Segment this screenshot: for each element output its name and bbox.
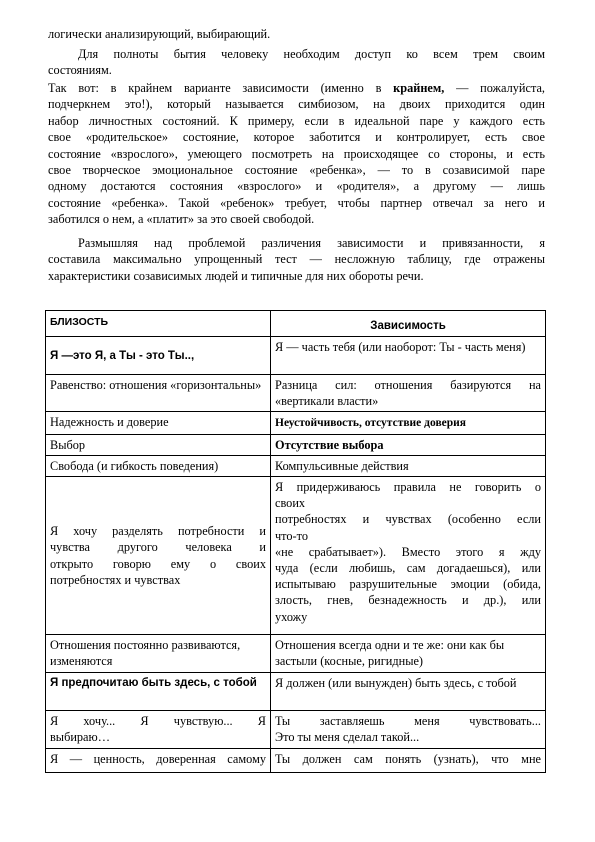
- cell-line: Ты должен сам понять (узнать), что мне: [275, 752, 541, 767]
- table-cell-left: [46, 711, 271, 749]
- text-line: [48, 80, 545, 96]
- table-row: [46, 749, 546, 773]
- text-line: свое творческое эмоциональное состояние «ребенка», — то в созависимой паре: [48, 163, 545, 178]
- header-dependence: [271, 311, 546, 337]
- table-cell-right: Отношения всегда одни и те же: они как бы застыли (косные, ригидные): [271, 635, 546, 673]
- header-dependence-label: Зависимость: [370, 319, 446, 332]
- cell-line: чуда (если любишь, сам догадаешься), или: [275, 561, 541, 576]
- table-row: [46, 375, 546, 412]
- cell-line: выбираю…: [50, 730, 110, 745]
- table-cell-left: Равенство: отношения «горизонтальны»: [46, 375, 271, 412]
- table-cell-left: Выбор: [46, 434, 271, 455]
- table-header-row: [46, 311, 546, 337]
- table-cell-right: Разница сил: отношения базируются на «вертикали власти»: [271, 375, 546, 412]
- text-line: свое «родительское» состояние, которое заботится и контролирует, есть свое: [48, 130, 545, 145]
- table-cell-left: Отношения постоянно развиваются, изменяются: [46, 635, 271, 673]
- table-cell-right: Я должен (или вынужден) быть здесь, с тобой: [271, 673, 546, 711]
- text-line: характеристики созависимых людей и типичные для них обороты речи.: [48, 268, 424, 283]
- text-fragment: — пожалуйста,: [444, 81, 545, 95]
- table-cell-left: Свобода (и гибкость поведения): [46, 455, 271, 476]
- text-line: составила максимально упрощенный тест — несложную таблицу, где отражены: [48, 252, 545, 267]
- cell-line: Я — ценность, доверенная самому: [50, 752, 266, 767]
- table-row: [46, 635, 546, 673]
- text-line: Для полноты бытия человеку необходим доступ ко всем трем своим: [78, 47, 545, 61]
- table-cell-right: Я — часть тебя (или наоборот: Ты - часть меня): [271, 337, 546, 375]
- comparison-table: [45, 310, 546, 773]
- table-cell-left: [46, 337, 271, 375]
- cell-line: испытываю разрушительные эмоции (обида,: [275, 577, 541, 592]
- table-cell-left: [46, 477, 271, 635]
- cell-line: Я хочу разделять потребности и: [50, 524, 266, 539]
- paragraph-1: [48, 26, 545, 42]
- text-line: состояние «взрослого», умеющего посмотреть на происходящее со стороны, и есть: [48, 146, 545, 161]
- table-cell-right: [271, 711, 546, 749]
- table-row: [46, 477, 546, 635]
- emphasis-text: крайнем,: [393, 81, 445, 95]
- text-line: Размышляя над проблемой различения зависимости и привязанности, я: [78, 236, 545, 250]
- cell-text: Неустойчивость, отсутствие доверия: [275, 417, 467, 430]
- text-line: одному достаются состояния «взрослого» и «родителя», а другому — лишь: [48, 179, 545, 194]
- table-cell-left: Надежность и доверие: [46, 412, 271, 434]
- paragraph-4: [48, 235, 545, 284]
- table-row: [46, 455, 546, 476]
- table-row: [46, 673, 546, 711]
- cell-line: Я придерживаюсь правила не говорить о: [275, 480, 541, 495]
- paragraph-3: [48, 80, 545, 228]
- table-row: [46, 434, 546, 455]
- table-row: [46, 711, 546, 749]
- text-line: логически анализирующий, выбирающий.: [48, 27, 271, 41]
- text-line: состояние «ребенка». Такой «ребенок» требует, чтобы партнер отвечал за него и: [48, 195, 545, 210]
- table-cell-right: [271, 477, 546, 635]
- text-line: состояниям.: [48, 63, 112, 78]
- cell-line: открыто говорю ему о своих: [50, 556, 266, 571]
- header-closeness-label: БЛИЗОСТЬ: [50, 316, 109, 328]
- cell-text: Я —это Я, а Ты - это Ты..,: [50, 349, 195, 362]
- table-cell-left: [46, 673, 271, 711]
- cell-line: ухожу: [275, 609, 308, 624]
- text-line: подчеркнем это!), который называется симбиозом, на двоих приходится один: [48, 97, 545, 112]
- table-row: [46, 337, 546, 375]
- cell-line: Я хочу... Я чувствую... Я: [50, 714, 266, 729]
- table-cell-right: [271, 412, 546, 434]
- table-cell-right: [271, 434, 546, 455]
- cell-text: Я предпочитаю быть здесь, с тобой: [50, 677, 257, 690]
- cell-line: «не срабатывает»). Вместо этого я жду: [275, 544, 541, 559]
- table-cell-right: [271, 749, 546, 773]
- table-cell-left: [46, 749, 271, 773]
- cell-line: потребностях и чувствах: [50, 572, 181, 587]
- cell-line: потребностях и чувствах (особенно если: [275, 512, 541, 527]
- cell-line: что-то: [275, 528, 308, 543]
- cell-line: чувства другого человека и: [50, 540, 266, 555]
- cell-line: злость, гнев, безнадежность и др.), или: [275, 593, 541, 608]
- table-row: [46, 412, 546, 434]
- cell-text: Отсутствие выбора: [275, 437, 384, 452]
- text-fragment: Так вот: в крайнем варианте зависимости (именно в: [48, 81, 394, 95]
- cell-line: Это ты меня сделал такой...: [275, 730, 420, 745]
- table-cell-right: Компульсивные действия: [271, 455, 546, 476]
- text-line: набор личностных состояний. К примеру, если в идеальной паре у каждого есть: [48, 113, 545, 128]
- header-closeness: [46, 311, 271, 337]
- text-line: заботился о нем, а «платит» за это своей свободой.: [48, 212, 315, 227]
- cell-line: своих: [275, 496, 306, 511]
- paragraph-2: [48, 46, 545, 79]
- cell-line: Ты заставляешь меня чувствовать...: [275, 714, 541, 729]
